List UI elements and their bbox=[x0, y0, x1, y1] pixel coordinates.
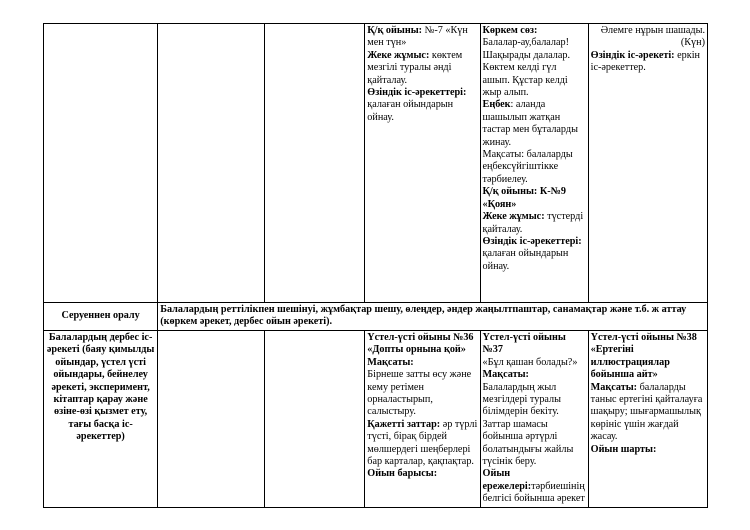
art-word-label: Көркем сөз: bbox=[482, 25, 538, 36]
independent-activity-text: қалаған ойындарын ойнау. bbox=[367, 99, 454, 123]
game-label: Қ/қ ойыны: К-№9 «Қоян» bbox=[482, 186, 566, 210]
board-game-title: Үстел-үсті ойыны №37 bbox=[482, 332, 566, 356]
riddle-text: Әлемге нұрын шашады. (Күн) bbox=[600, 25, 705, 49]
cell-r1-c5 bbox=[588, 24, 707, 303]
art-word-text: Балалар-ау,балалар! Шақырады далалар. Көктем келді гүл ашып. Құстар келді жыр алып. bbox=[482, 37, 571, 99]
goal-label: Мақсаты: bbox=[482, 369, 529, 381]
rules-label: Ойын ережелері: bbox=[482, 468, 532, 492]
goal-label: Мақсаты: bbox=[367, 356, 414, 368]
materials-label: Қажетті заттар: bbox=[367, 418, 441, 430]
schedule-table bbox=[43, 23, 708, 508]
individual-work-label: Жеке жұмыс: bbox=[367, 49, 430, 61]
independent-activity-label: Өзіндік іс-әрекеті: bbox=[590, 49, 675, 61]
cell-r1-c0 bbox=[44, 24, 158, 303]
goal-text: Балалардың жыл мезгілдері туралы білімдерін бекіту. Заттар шамасы бойынша әртүрлі болатындығы жайлы түсінік беру. bbox=[482, 381, 574, 468]
cell-r3-c2 bbox=[265, 331, 365, 508]
cell-r3-c1 bbox=[158, 331, 265, 508]
goal-text: Бірнеше затты өсу және кему ретімен орналастырып, салыстыру. bbox=[367, 369, 472, 418]
game-label: Қ/қ ойыны: bbox=[367, 25, 423, 36]
cell-r1-c2 bbox=[265, 24, 365, 303]
individual-work-label: Жеке жұмыс: bbox=[482, 211, 545, 223]
game-text: №-7 «Күн мен түн» bbox=[367, 25, 468, 49]
board-game-title: Үстел-үсті ойыны №38 «Ертегіні иллюстрациялар бойынша айт» bbox=[590, 332, 697, 381]
cell-r3-c4 bbox=[480, 331, 588, 508]
individual-work-text: түстерді қайталау. bbox=[482, 211, 584, 235]
independent-activity-heading: Балалардың дербес іс-әрекеті (баяу қимылды ойындар, үстел үсті ойындары, бейнелеу әрекеті, эксперимент, кітаптар қарау және өзіне-өзі қызмет ету, тағы басқа іс-әрекеттер) bbox=[44, 331, 158, 508]
table-row-return bbox=[44, 303, 708, 331]
labor-label: Еңбек bbox=[482, 99, 511, 111]
goal-label: Мақсаты: bbox=[590, 381, 638, 393]
cell-r3-c5 bbox=[588, 331, 707, 508]
independent-activity-label: Өзіндік іс-әрекеттері: bbox=[482, 235, 582, 247]
labor-text: : аланда шашылып жатқан тастар мен бұталарды жинау. bbox=[482, 99, 578, 148]
cell-r3-c3 bbox=[365, 331, 480, 508]
return-text: Балалардың реттілікпен шешінуі, жұмбақтар шешу, өлеңдер, әндер жаңылтпаштар, санамақтар және т.б. ж аттау (көркем әрекет, дербес ойын әрекеті). bbox=[158, 303, 708, 331]
cell-r1-c4 bbox=[480, 24, 588, 303]
independent-activity-label: Өзіндік іс-әрекеттері: bbox=[367, 87, 467, 99]
materials-text: әр түрлі түсті, бірақ бірдей мөлшердегі шеңберлері бар карталар, қақпақтар. bbox=[367, 418, 478, 468]
individual-work-text: көктем мезгілі туралы әнді қайталау. bbox=[367, 49, 463, 86]
labor-goal-text: Мақсаты: балаларды еңбексүйгіштікке тәрбиелеу. bbox=[482, 149, 573, 185]
goal-text: балаларды таныс ертегіні қайталауға шақыру; шығармашылық көрініс үшін жағдай жасау. bbox=[590, 381, 703, 443]
rules-text: тәрбиешінің белгісі бойынша әрекет bbox=[482, 480, 585, 505]
board-game-title: Үстел-үсті ойыны №36 «Допты орнына қой» bbox=[367, 332, 474, 356]
board-game-subtitle: «Бұл қашан болады?» bbox=[482, 356, 578, 368]
table-row-walk bbox=[44, 24, 708, 303]
process-label: Ойын барысы: bbox=[367, 468, 438, 480]
cell-r1-c1 bbox=[158, 24, 265, 303]
cell-r1-c3 bbox=[365, 24, 480, 303]
conditions-label: Ойын шарты: bbox=[590, 443, 657, 455]
independent-activity-text: қалаған ойындарын ойнау. bbox=[482, 248, 569, 272]
return-label: Серуеннен оралу bbox=[44, 303, 158, 331]
independent-activity-text: еркін іс-әрекеттер. bbox=[590, 49, 700, 74]
table-row-independent bbox=[44, 331, 708, 508]
